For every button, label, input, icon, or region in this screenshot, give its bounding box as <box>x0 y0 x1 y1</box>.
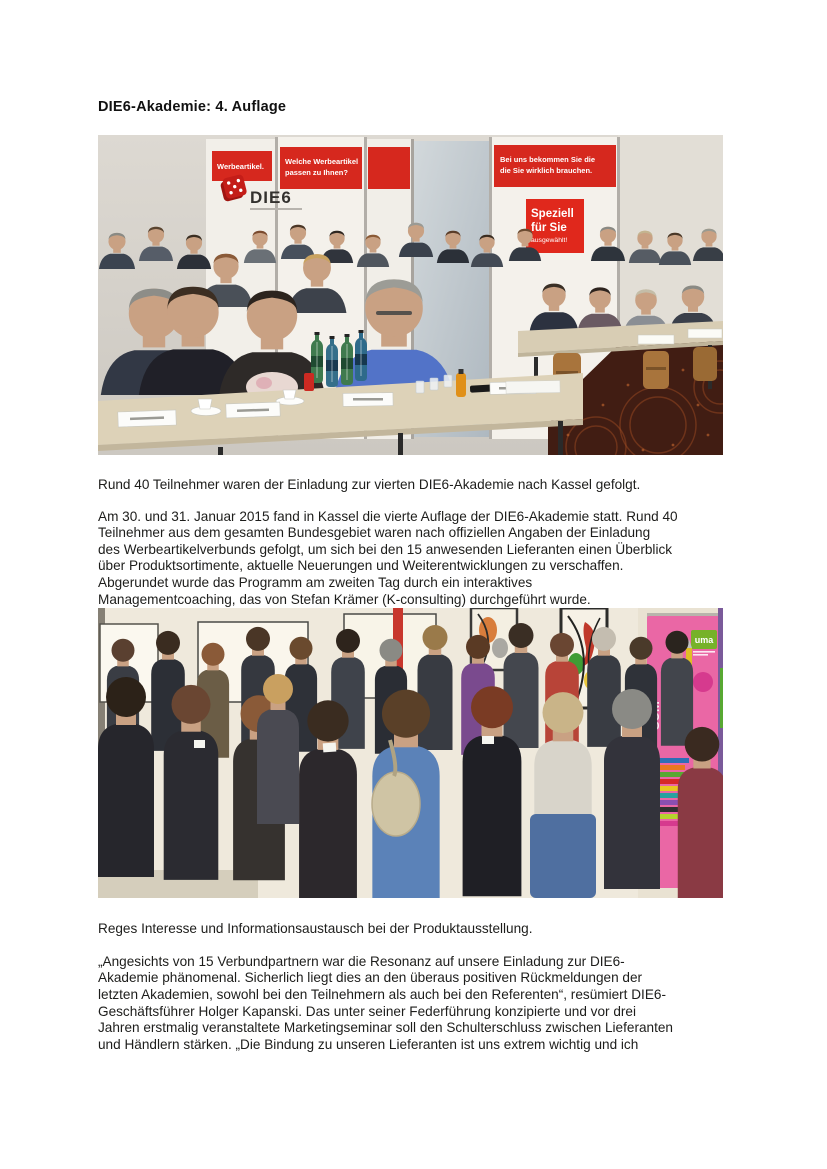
uma-badge-circle <box>693 672 713 692</box>
papers <box>506 381 560 394</box>
paragraph-2-line: Akademie phänomenal. Sicherlich liegt dies an den überaus positiven Rückmeldungen der <box>98 970 643 986</box>
speziell-line2: für Sie <box>531 222 567 234</box>
page-title: DIE6-Akademie: 4. Auflage <box>98 99 287 115</box>
photo-seminar-room <box>98 135 723 455</box>
crowd-front-row <box>98 674 723 898</box>
banner1-text: Werbeartikel. <box>217 162 264 171</box>
photo1-caption: Rund 40 Teilnehmer waren der Einladung zur vierten DIE6-Akademie nach Kassel gefolgt. <box>98 477 641 492</box>
paragraph-2-line: letzten Akademien, sowohl bei den Teilnehmern als auch bei den Referenten“, resümiert DIE6- <box>98 986 666 1002</box>
paragraph-1-line: Abgerundet wurde das Programm am zweiten Tag durch ein interaktives <box>98 574 533 590</box>
photo-product-exhibition <box>98 608 723 898</box>
speziell-badge <box>526 199 584 253</box>
banner3-line1: Bei uns bekommen Sie die <box>500 155 596 164</box>
photo2-scene <box>98 608 723 898</box>
article-content <box>98 99 723 1053</box>
banner-partial <box>368 147 410 189</box>
banner3-line2: die Sie wirklich brauchen. <box>500 166 593 175</box>
paragraph-1-line: des Werbeartikelverbunds gefolgt, um sich bei den 15 anwesenden Lieferanten einen Überblick <box>98 541 673 557</box>
jeans <box>530 814 596 898</box>
paragraph-2-line: und Händlern stärken. „Die Bindung zu unseren Lieferanten ist uns extrem wichtig und ich <box>98 1036 639 1052</box>
speziell-line1: Speziell <box>531 208 574 220</box>
banner2-line1: Welche Werbeartikel <box>285 157 359 166</box>
paragraph-2-line: „Angesichts von 15 Verbundpartnern war die Resonanz auf unsere Einladung zur DIE6- <box>98 953 625 969</box>
banner2-line2: passen zu Ihnen? <box>285 168 348 177</box>
photo2-caption: Reges Interesse und Informationsaustausch bei der Produktausstellung. <box>98 921 533 937</box>
glasses <box>376 311 412 315</box>
paragraph-1-line: über Produktsortimente, aktuelle Neuerungen und Weiterentwicklungen zu verschaffen. <box>98 558 624 574</box>
photo1-scene <box>98 135 723 455</box>
paragraph-2 <box>98 954 723 1054</box>
paragraph-1-line: Managementcoaching, das von Stefan Krämer (K-consulting) durchgeführt wurde. <box>98 591 591 607</box>
banner-welche-werbeartikel <box>280 147 362 189</box>
shoulder-bag <box>372 772 420 836</box>
paragraph-1-line: Teilnehmer aus dem gesamten Bundesgebiet waren nach offiziellen Angaben der Einladung <box>98 525 651 541</box>
speziell-line3: ausgewählt! <box>531 237 568 244</box>
uma-logo <box>691 630 717 656</box>
paragraph-1 <box>98 509 723 609</box>
die6-logo-text: DIE6 <box>250 188 292 207</box>
paragraph-2-line: Geschäftsführer Holger Kapanski. Das unter seiner Federführung konzipierte und vor drei <box>98 1003 636 1019</box>
uma-logo-text: uma <box>694 635 714 646</box>
banner-bei-uns <box>494 145 616 187</box>
red-can <box>304 373 314 391</box>
paragraph-1-line: Am 30. und 31. Januar 2015 fand in Kassel die vierte Auflage der DIE6-Akademie statt. Rund 40 <box>98 508 678 524</box>
paragraph-2-line: Jahren erstmalig veranstaltete Marketingseminar soll den Schulterschluss zwischen Lieferanten <box>98 1020 673 1036</box>
